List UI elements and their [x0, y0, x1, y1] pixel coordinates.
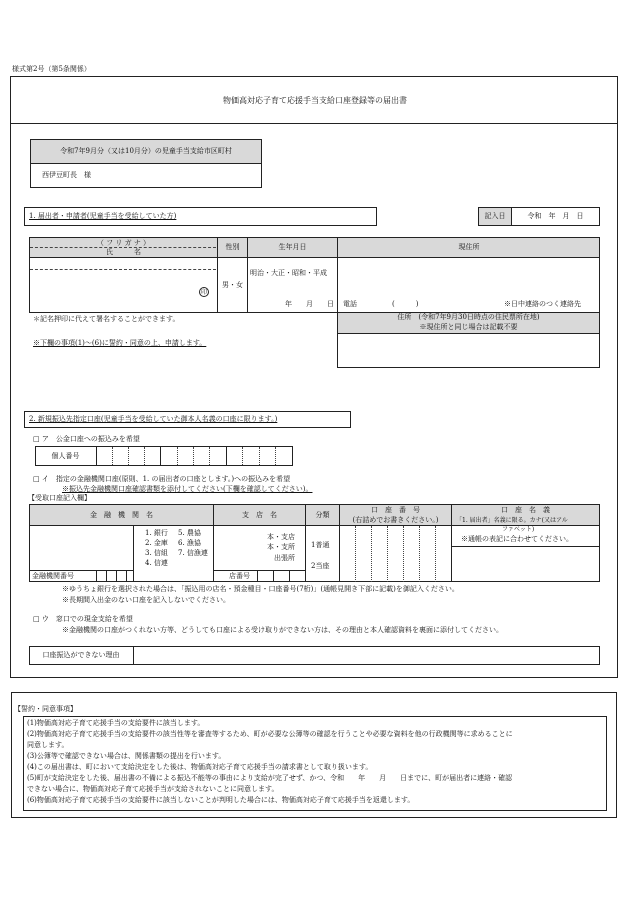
holder-note-2: ファベット) — [502, 526, 535, 533]
bank-type-7[interactable]: 7. 信漁連 — [178, 549, 208, 557]
option-a[interactable]: □ ア 公金口座への振込みを希望 — [33, 435, 140, 443]
account-number-note: (右詰めでお書きください。) — [352, 516, 439, 524]
residence-input[interactable] — [337, 333, 600, 368]
category-futsu[interactable]: 1普通 — [311, 541, 330, 549]
dob-ymd: 年 月 日 — [285, 300, 334, 308]
addressee-name: 西伊豆町長 様 — [42, 171, 91, 179]
longterm-note: ※長期間入出金のない口座を記入しないでください。 — [62, 596, 230, 604]
account-digit-divider — [419, 526, 420, 582]
branch-code-divider — [213, 570, 305, 571]
digit-divider — [128, 447, 129, 465]
branch-code-label: 店番号 — [229, 572, 250, 580]
holder-note-1: 「1. 届出者」名義に限る。カナ(又はアル — [456, 517, 568, 524]
pledge-item: (3)公簿等で確認できない場合は、関係書類の提出を行います。 — [27, 752, 226, 760]
digit-divider — [226, 447, 227, 465]
account-heading: 【受取口座記入欄】 — [28, 494, 91, 502]
title-divider — [10, 123, 618, 124]
pledge-item: できない場合に、物価高対応子育て応援手当が支給されないことに同意します。 — [27, 785, 279, 793]
signature-note: ＊記名押印に代えて署名することができます。 — [33, 315, 180, 323]
option-i-note: ※振込先金融機関口座確認書類を添付してください(下欄を確認してください)。 — [62, 485, 313, 493]
bank-type-2[interactable]: 2. 金庫 — [145, 539, 168, 547]
phone-label: 電話 — [343, 300, 357, 308]
digit-divider — [259, 447, 260, 465]
applicant-header-divider — [29, 257, 600, 258]
digit-divider — [242, 447, 243, 465]
residence-label: 住所 (令和7年9月30日時点の住民票所在地) — [397, 313, 540, 321]
pledge-item: (5)町が支給決定をした後、届出書の不備による振込不能等の事由により支給が完了せず、かつ、令和 年 月 日までに、町が届出者に連絡・確認 — [27, 774, 513, 782]
reason-label: 口座振込ができない理由 — [42, 651, 120, 659]
bank-code-cell — [126, 570, 127, 582]
date-label: 記入日 — [484, 212, 506, 220]
branch-label: 支 店 名 — [242, 511, 277, 519]
holder-note-3: ※通帳の表記に合わせてください。 — [461, 535, 573, 543]
bank-code-label: 金融機関番号 — [32, 572, 74, 580]
account-number-label: 口 座 番 号 — [371, 506, 420, 514]
account-digit-divider — [371, 526, 372, 582]
account-col-divider — [451, 504, 452, 582]
option-i[interactable]: □ イ 指定の金融機関口座(原則、1. の届出者の口座とします。)への振込みを希望 — [33, 475, 291, 483]
digit-divider — [209, 447, 210, 465]
section2-heading: 2. 新規振込先指定口座(児童手当を受給していた御本人名義の口座に限ります。) — [29, 415, 278, 423]
branch-type-honshiten[interactable]: 本・支店 — [267, 533, 295, 541]
option-u[interactable]: □ ウ 窓口での現金支給を希望 — [33, 615, 133, 623]
bank-code-cell — [96, 570, 97, 582]
yucho-note: ※ゆうちょ銀行を選択された場合は、「振込用の店名・預金種目・口座番号(7桁)」(通帳見開き下部に記載)を御記入ください。 — [62, 585, 459, 593]
personal-number-label: 個人番号 — [51, 452, 80, 460]
name-furigana-row-divider — [30, 269, 216, 270]
pledge-item: (4)この届出書は、町において支給決定をした後は、物価高対応子育て応援手当の請求書として取り扱います。 — [27, 763, 373, 771]
digit-divider — [177, 447, 178, 465]
category-toza[interactable]: 2当座 — [311, 562, 330, 570]
holder-divider — [451, 546, 600, 547]
personal-number-label-divider — [96, 446, 97, 466]
digit-divider — [112, 447, 113, 465]
branch-code-cell — [273, 570, 274, 582]
bank-type-1[interactable]: 1. 銀行 — [145, 529, 168, 537]
branch-code-cell — [289, 570, 290, 582]
pledge-item: (6)物価高対応子育て応援手当の支給要件に該当しないことが判明した場合には、物価高対応子育て応援手当を返還します。 — [27, 796, 415, 804]
pledge-item: (2)物価高対応子育て応援手当の支給要件の該当性等を審査等するため、町が必要な公簿等の確認を行うことや必要な資料を他の行政機関等に求めることに — [27, 730, 513, 738]
sex-label: 性別 — [225, 243, 240, 251]
dob-eras[interactable]: 明治・大正・昭和・平成 — [250, 269, 327, 277]
sex-value[interactable]: 男・女 — [222, 281, 243, 289]
bank-code-cell — [106, 570, 107, 582]
account-digit-divider — [435, 526, 436, 582]
pledge-item: 同意します。 — [27, 741, 69, 749]
digit-divider — [160, 447, 161, 465]
dob-label: 生年月日 — [278, 243, 307, 251]
furigana-label: （ フ リ ガ ナ ） — [96, 239, 151, 247]
holder-label: 口 座 名 義 — [501, 506, 550, 514]
residence-note: ※現住所と同じ場合は記載不要 — [419, 323, 518, 331]
bank-name-divider — [133, 525, 134, 582]
addressee-period: 令和7年9月分（又は10月分）の児童手当支給市区町村 — [60, 147, 232, 155]
bank-type-5[interactable]: 5. 農協 — [178, 529, 201, 537]
bank-type-6[interactable]: 6. 漁協 — [178, 539, 201, 547]
pledge-note: ※下欄の事項(1)～(6)に誓約・同意の上、申請します。 — [33, 339, 207, 347]
date-value: 令和 年 月 日 — [527, 212, 584, 220]
bank-code-cell — [116, 570, 117, 582]
name-label: 氏 名 — [106, 248, 141, 256]
section1-heading: 1. 届出者・申請者(児童手当を受給していた方) — [29, 212, 177, 220]
branch-code-cell — [257, 570, 258, 582]
address-label: 現住所 — [458, 243, 480, 251]
bank-type-4[interactable]: 4. 信連 — [145, 559, 168, 567]
account-col-divider — [339, 504, 340, 582]
bank-type-3[interactable]: 3. 信組 — [145, 549, 168, 557]
pledge-item: (1)物価高対応子育て応援手当の支給要件に該当します。 — [27, 719, 205, 727]
account-digit-divider — [355, 526, 356, 582]
bank-name-label: 金 融 機 関 名 — [90, 511, 153, 519]
form-title: 物価高対応子育て応援手当支給口座登録等の届出書 — [223, 96, 407, 105]
option-u-note: ※金融機関の口座がつくれない方等、どうしても口座による受け取りができない方は、その理由と本人確認資料を裏面に添付してください。 — [62, 626, 503, 634]
digit-divider — [193, 447, 194, 465]
reason-label-divider — [133, 646, 134, 665]
form-number: 様式第2号（第5条関係） — [12, 65, 91, 73]
category-label: 分類 — [315, 511, 330, 519]
account-digit-divider — [387, 526, 388, 582]
daytime-contact-note: ※日中連絡のつく連絡先 — [504, 300, 581, 308]
digit-divider — [275, 447, 276, 465]
phone-paren: ( ) — [392, 300, 419, 308]
branch-type-shucchojo[interactable]: 出張所 — [274, 554, 295, 562]
branch-type-honshisho[interactable]: 本・支所 — [267, 543, 295, 551]
account-digit-divider — [403, 526, 404, 582]
pledge-heading: 【誓約・同意事項】 — [14, 705, 77, 713]
digit-divider — [144, 447, 145, 465]
seal-stamp-mark: 印 — [200, 289, 207, 296]
bank-code-divider — [29, 570, 133, 571]
